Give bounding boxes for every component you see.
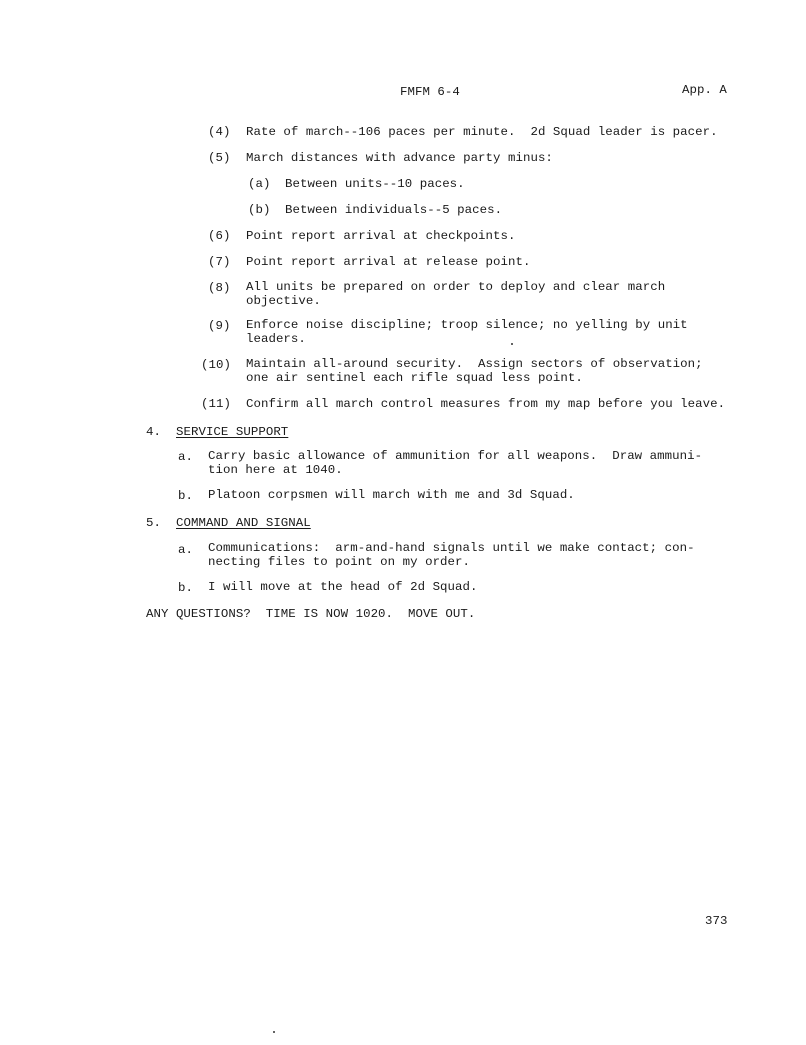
scan-speck	[273, 1031, 275, 1033]
item-text-line: All units be prepared on order to deploy and clear march	[246, 280, 666, 294]
closing-line: ANY QUESTIONS? TIME IS NOW 1020. MOVE OUT.	[146, 607, 476, 621]
section-number: 4.	[146, 425, 161, 439]
scan-speck	[511, 343, 513, 345]
paragraph-line: necting files to point on my order.	[208, 555, 470, 569]
item-text: Point report arrival at release point.	[246, 255, 531, 269]
item-number: (10)	[201, 358, 231, 372]
item-number: (5)	[208, 151, 231, 165]
section-title: SERVICE SUPPORT	[176, 425, 289, 439]
paragraph-letter: a.	[178, 543, 193, 557]
item-text: Point report arrival at checkpoints.	[246, 229, 516, 243]
item-number: (7)	[208, 255, 231, 269]
paragraph-letter: b.	[178, 489, 193, 503]
item-number: (9)	[208, 319, 231, 333]
item-text: Rate of march--106 paces per minute. 2d Squad leader is pacer.	[246, 125, 718, 139]
subitem-text: Between units--10 paces.	[285, 177, 465, 191]
subitem-text: Between individuals--5 paces.	[285, 203, 503, 217]
paragraph-line: Communications: arm-and-hand signals until we make contact; con-	[208, 541, 695, 555]
paragraph-line: tion here at 1040.	[208, 463, 343, 477]
item-number: (11)	[201, 397, 231, 411]
section-title: COMMAND AND SIGNAL	[176, 516, 311, 530]
item-text-line: Enforce noise discipline; troop silence; no yelling by unit	[246, 318, 688, 332]
item-text-line: leaders.	[246, 332, 306, 346]
header-appendix: App. A	[682, 83, 727, 97]
subitem-letter: (a)	[248, 177, 271, 191]
paragraph-letter: b.	[178, 581, 193, 595]
section-number: 5.	[146, 516, 161, 530]
item-text-line: one air sentinel each rifle squad less point.	[246, 371, 583, 385]
item-text-line: Maintain all-around security. Assign sectors of observation;	[246, 357, 703, 371]
item-text: Confirm all march control measures from my map before you leave.	[246, 397, 726, 411]
item-text-line: objective.	[246, 294, 321, 308]
paragraph-line: Carry basic allowance of ammunition for all weapons. Draw ammuni-	[208, 449, 703, 463]
paragraph-letter: a.	[178, 450, 193, 464]
item-number: (8)	[208, 281, 231, 295]
item-number: (4)	[208, 125, 231, 139]
paragraph-text: Platoon corpsmen will march with me and 3d Squad.	[208, 488, 575, 502]
subitem-letter: (b)	[248, 203, 271, 217]
header-title: FMFM 6-4	[400, 85, 460, 99]
item-text: March distances with advance party minus:	[246, 151, 553, 165]
paragraph-text: I will move at the head of 2d Squad.	[208, 580, 478, 594]
item-number: (6)	[208, 229, 231, 243]
page-number: 373	[705, 914, 728, 928]
